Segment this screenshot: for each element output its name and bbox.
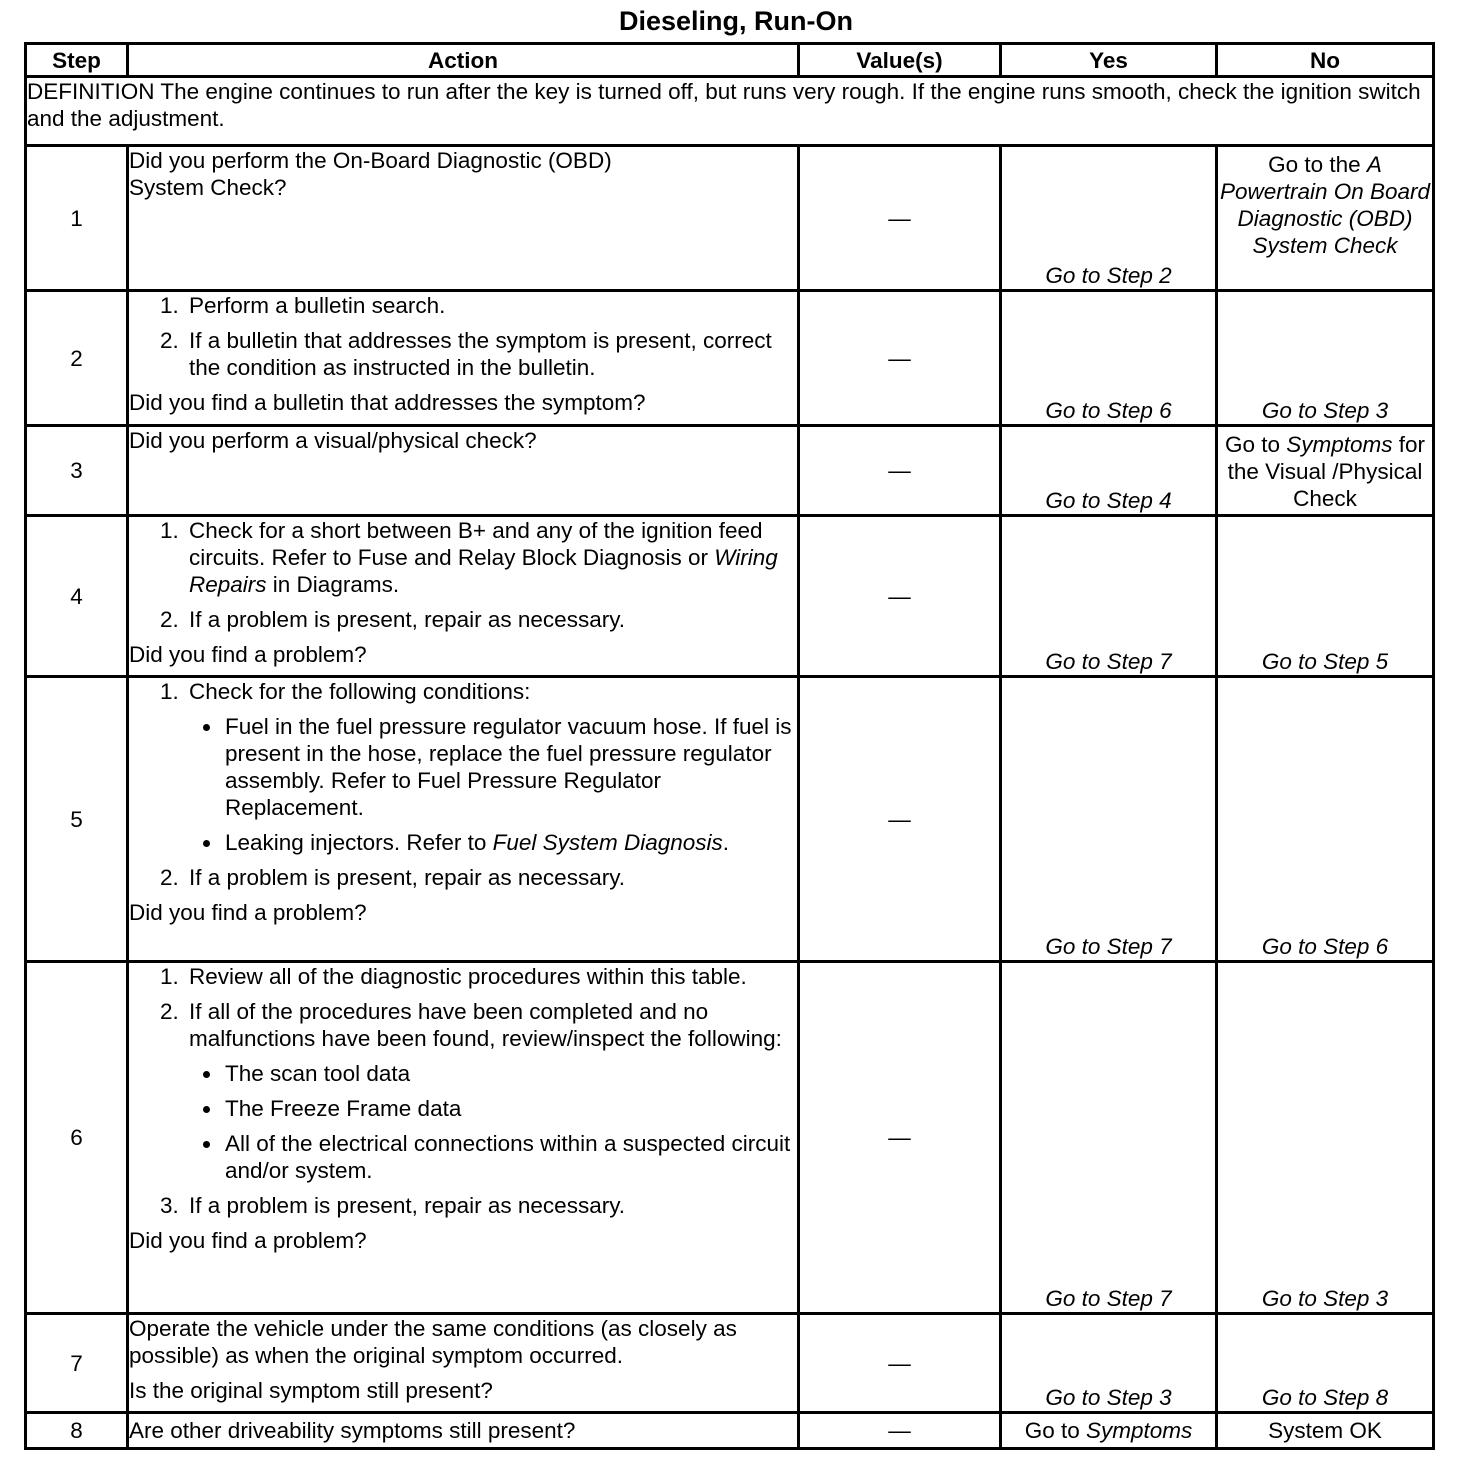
no-prefix: Go to — [1224, 432, 1280, 457]
yes-text: Go to Step 7 — [1045, 934, 1172, 959]
col-header-yes: Yes — [1001, 44, 1217, 77]
list-item: 2. If a problem is present, repair as necessary. — [185, 864, 797, 891]
table-row — [26, 516, 1434, 677]
question-text: Are other driveability symptoms still present? — [129, 1418, 576, 1443]
no-prefix: Go to the — [1268, 152, 1361, 177]
yes-link[interactable] — [1001, 426, 1217, 516]
step-number: 2 — [26, 291, 128, 426]
diagnostic-table — [24, 42, 1435, 1450]
table-row — [26, 146, 1434, 291]
yes-text: Go to Step 2 — [1045, 263, 1172, 288]
value-cell: — — [799, 677, 1001, 962]
step-number: 3 — [26, 426, 128, 516]
value-cell: — — [799, 1314, 1001, 1413]
col-header-values: Value(s) — [799, 44, 1001, 77]
item-suffix: in Diagrams. — [272, 572, 400, 597]
action-cell — [128, 962, 799, 1314]
list-item: 2. If a bulletin that addresses the symptom is present, correct the condition as instructed in the bulletin. — [185, 327, 797, 381]
table-row — [26, 1413, 1434, 1449]
step-number: 5 — [26, 677, 128, 962]
yes-prefix: Go to — [1024, 1418, 1080, 1443]
yes-text: Go to Step 3 — [1045, 1385, 1172, 1410]
no-text: System OK — [1217, 1413, 1434, 1449]
table-row — [26, 1314, 1434, 1413]
list-item — [185, 998, 797, 1184]
action-cell — [128, 1314, 799, 1413]
list-item — [185, 678, 797, 856]
bullet-item: • The Freeze Frame data — [223, 1095, 797, 1122]
bullet-suffix: . — [722, 830, 730, 855]
question-text: Did you find a problem? — [129, 1228, 367, 1253]
value-cell: — — [799, 516, 1001, 677]
bullet-item: • Fuel in the fuel pressure regulator vacuum hose. If fuel is present in the hose, replace the fuel pressure regulator assembly. Refer to Fuel Pressure Regulator Replacement. — [223, 713, 797, 821]
col-header-step: Step — [26, 44, 128, 77]
table-row — [26, 426, 1434, 516]
value-cell: — — [799, 146, 1001, 291]
yes-link[interactable] — [1001, 962, 1217, 1314]
fuel-system-diagnosis-link[interactable]: Fuel System Diagnosis — [492, 830, 723, 855]
action-cell — [128, 677, 799, 962]
no-link-text: Symptoms — [1286, 432, 1393, 457]
bullet-item: • All of the electrical connections within a suspected circuit and/or system. — [223, 1130, 797, 1184]
step-number: 1 — [26, 146, 128, 291]
no-text: Go to Step 5 — [1261, 649, 1389, 674]
page-title: Dieseling, Run-On — [618, 6, 853, 36]
yes-link[interactable] — [1001, 677, 1217, 962]
col-header-action: Action — [128, 44, 799, 77]
item-text: If all of the procedures have been completed and no malfunctions have been found, review/inspect the following: — [189, 999, 782, 1051]
no-text: Go to Step 6 — [1261, 934, 1389, 959]
wiring-repairs-link[interactable]: Wiring Repairs — [189, 545, 778, 597]
yes-link[interactable] — [1001, 516, 1217, 677]
value-cell: — — [799, 962, 1001, 1314]
no-link[interactable] — [1217, 1314, 1434, 1413]
action-cell — [128, 291, 799, 426]
yes-link[interactable] — [1001, 1314, 1217, 1413]
step-number: 7 — [26, 1314, 128, 1413]
table-row — [26, 291, 1434, 426]
action-cell — [128, 146, 799, 291]
step-number: 6 — [26, 962, 128, 1314]
list-item: 1. Perform a bulletin search. — [185, 292, 797, 319]
yes-link[interactable] — [1001, 146, 1217, 291]
action-list — [129, 292, 797, 381]
yes-text: Go to Step 6 — [1045, 398, 1172, 423]
step-number: 4 — [26, 516, 128, 677]
definition-row — [26, 77, 1434, 146]
yes-text: Go to Step 7 — [1045, 1286, 1172, 1311]
no-text: Go to Step 8 — [1261, 1385, 1389, 1410]
list-item: 3. If a problem is present, repair as necessary. — [185, 1192, 797, 1219]
yes-text: Go to Step 7 — [1045, 649, 1172, 674]
no-text: Go to Step 3 — [1261, 1286, 1389, 1311]
question-text: Did you find a bulletin that addresses the symptom? — [129, 390, 646, 415]
action-cell — [128, 1413, 799, 1449]
col-header-no: No — [1217, 44, 1434, 77]
item-text: Check for the following conditions: — [189, 679, 531, 704]
no-text: Go to Step 3 — [1261, 398, 1389, 423]
action-list — [129, 963, 797, 1219]
list-item: 2. If a problem is present, repair as necessary. — [185, 606, 797, 633]
bullet-text: Leaking injectors. Refer to — [225, 830, 487, 855]
no-link[interactable] — [1217, 677, 1434, 962]
question-text: Is the original symptom still present? — [129, 1378, 493, 1403]
table-row — [26, 677, 1434, 962]
value-cell: — — [799, 426, 1001, 516]
list-item: 1. Review all of the diagnostic procedures within this table. — [185, 963, 797, 990]
yes-text: Go to Step 4 — [1045, 488, 1172, 513]
yes-link[interactable] — [1001, 1413, 1217, 1449]
no-link[interactable] — [1217, 146, 1434, 291]
bullet-list — [189, 1060, 797, 1184]
no-link[interactable] — [1217, 962, 1434, 1314]
value-cell: — — [799, 291, 1001, 426]
value-cell: — — [799, 1413, 1001, 1449]
question-text: Did you find a problem? — [129, 900, 367, 925]
no-link[interactable] — [1217, 291, 1434, 426]
yes-link-text: Symptoms — [1086, 1418, 1193, 1443]
header-row — [26, 44, 1434, 77]
list-item — [185, 517, 797, 598]
definition-text: DEFINITION The engine continues to run after the key is turned off, but runs very rough. If the engine runs smooth, check the ignition switch and the adjustment. — [26, 77, 1434, 146]
table-row — [26, 962, 1434, 1314]
no-suffix: for the Visual /Physical Check — [1227, 432, 1426, 511]
question-text: Did you perform a visual/physical check? — [129, 428, 537, 453]
question-text: Did you perform the On-Board Diagnostic (OBD) System Check? — [129, 148, 612, 200]
yes-link[interactable] — [1001, 291, 1217, 426]
bullet-item — [223, 829, 797, 856]
no-link[interactable] — [1217, 426, 1434, 516]
step-number: 8 — [26, 1413, 128, 1449]
action-cell — [128, 516, 799, 677]
item-text: Check for a short between B+ and any of the ignition feed circuits. Refer to Fuse and Relay Block Diagnosis or — [189, 518, 763, 570]
bullet-item: • The scan tool data — [223, 1060, 797, 1087]
action-list — [129, 517, 797, 633]
bullet-list — [189, 713, 797, 856]
no-link-text: A Powertrain On Board Diagnostic (OBD) System Check — [1219, 152, 1431, 258]
action-list — [129, 678, 797, 891]
question-text: Did you find a problem? — [129, 642, 367, 667]
action-text: Operate the vehicle under the same conditions (as closely as possible) as when the original symptom occurred. — [129, 1316, 737, 1368]
no-link[interactable] — [1217, 516, 1434, 677]
action-cell — [128, 426, 799, 516]
